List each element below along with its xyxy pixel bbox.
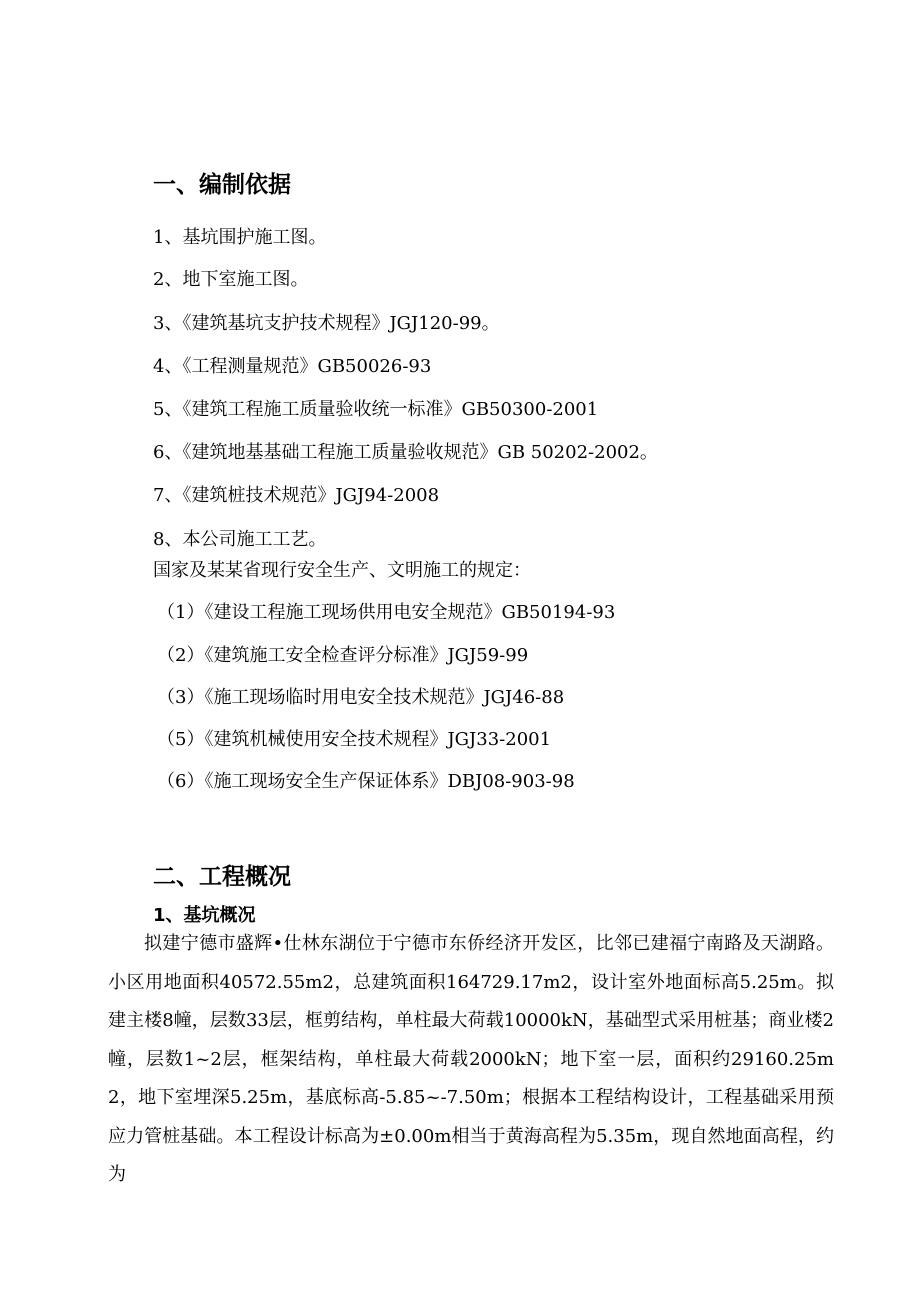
subsection-heading-pit: 1、基坑概况 (153, 905, 256, 926)
basis-item-1: 1、基坑围护施工图。 (153, 227, 327, 248)
basis-item-5: 5、《建筑工程施工质量验收统一标准》GB50300-2001 (153, 399, 599, 420)
basis-item-3: 3、《建筑基坑支护技术规程》JGJ120-99。 (153, 313, 500, 334)
section-heading-basis: 一、编制依据 (153, 172, 291, 198)
basis-item-8: 8、本公司施工工艺。 (153, 529, 327, 550)
pit-overview-paragraph: 拟建宁德市盛辉•仕林东湖位于宁德市东侨经济开发区，比邻已建福宁南路及天湖路。小区用地面积40572.55m2，总建筑面积164729.17m2，设计室外地面标高5.25m。拟建主楼8幢，层数33层，框剪结构，单柱最大荷载10000kN，基础型式采用桩基；商业楼2幢，层数1~2层，框架结构，单柱最大荷载2000kN；地下室一层，面积约29160.25m2，地下室埋深5.25m，基底标高-5.85~-7.50m；根据本工程结构设计，工程基础采用预应力管桩基础。本工程设计标高为±0.00m相当于黄海高程为5.35m，现自然地面高程，约为 (108, 933, 834, 1185)
regulation-item-5: （5）《建筑机械使用安全技术规程》JGJ33-2001 (157, 729, 552, 750)
basis-item-6: 6、《建筑地基基础工程施工质量验收规范》GB 50202-2002。 (153, 442, 658, 463)
regulations-intro: 国家及某某省现行安全生产、文明施工的规定： (153, 560, 531, 581)
section-heading-overview: 二、工程概况 (153, 864, 291, 890)
regulation-item-2: （2）《建筑施工安全检查评分标准》JGJ59-99 (157, 645, 529, 666)
basis-item-2: 2、地下室施工图。 (153, 269, 309, 290)
regulation-item-1: （1）《建设工程施工现场供用电安全规范》GB50194-93 (157, 602, 616, 623)
basis-item-7: 7、《建筑桩技术规范》JGJ94-2008 (153, 485, 440, 506)
regulation-item-6: （6）《施工现场安全生产保证体系》DBJ08-903-98 (157, 771, 575, 792)
regulation-item-3: （3）《施工现场临时用电安全技术规范》JGJ46-88 (157, 687, 565, 708)
basis-item-4: 4、《工程测量规范》GB50026-93 (153, 356, 432, 377)
